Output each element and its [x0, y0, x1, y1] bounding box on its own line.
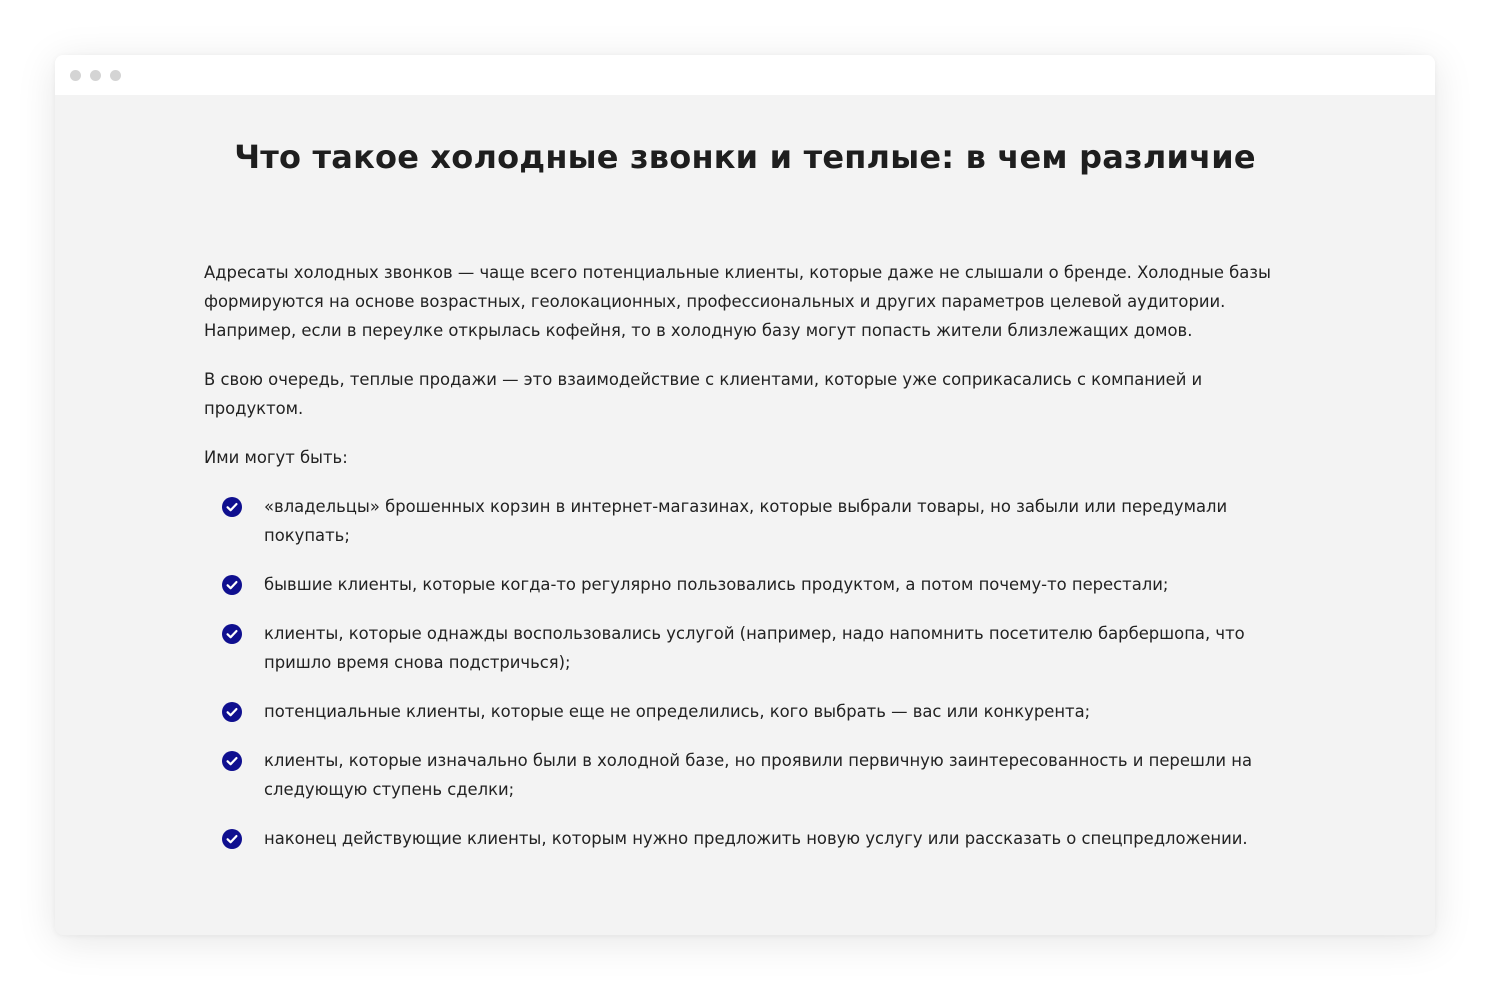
page-title: Что такое холодные звонки и теплые: в чем различие — [234, 138, 1256, 176]
check-circle-icon — [222, 829, 242, 849]
paragraph: Адресаты холодных звонков — чаще всего потенциальные клиенты, которые даже не слышали о бренде. Холодные базы формируются на основе возрастных, геолокационных, профессиональных и других параметров целевой аудитории. Например, если в переулке открылась кофейня, то в холодную базу могут попасть жители близлежащих домов. — [204, 263, 1271, 340]
paragraph: В свою очередь, теплые продажи — это взаимодействие с клиентами, которые уже соприкасались с компанией и продуктом. — [204, 370, 1203, 418]
check-circle-icon — [222, 702, 242, 722]
list-item — [204, 570, 1294, 599]
list-item — [204, 619, 1294, 677]
check-circle-icon — [222, 751, 242, 771]
browser-window — [55, 55, 1435, 935]
list-item-text: клиенты, которые однажды воспользовались услугой (например, надо напомнить посетителю барбершопа, что пришло время снова подстричься); — [264, 624, 1245, 672]
list-item-text: потенциальные клиенты, которые еще не определились, кого выбрать — вас или конкурента; — [264, 702, 1091, 721]
paragraph: Ими могут быть: — [204, 448, 348, 467]
check-circle-icon — [222, 575, 242, 595]
benefit-list — [204, 492, 1294, 853]
window-dot — [90, 70, 101, 81]
window-dot — [110, 70, 121, 81]
window-dot — [70, 70, 81, 81]
list-item-text: наконец действующие клиенты, которым нужно предложить новую услугу или рассказать о спецпредложении. — [264, 829, 1248, 848]
check-circle-icon — [222, 497, 242, 517]
list-item-text: «владельцы» брошенных корзин в интернет-магазинах, которые выбрали товары, но забыли или передумали покупать; — [264, 497, 1228, 545]
list-item — [204, 697, 1294, 726]
list-item-text: клиенты, которые изначально были в холодной базе, но проявили первичную заинтересованность и перешли на следующую ступень сделки; — [264, 751, 1252, 799]
list-item — [204, 492, 1294, 550]
list-item — [204, 824, 1294, 853]
article-body — [204, 258, 1294, 873]
window-titlebar — [55, 55, 1435, 95]
check-circle-icon — [222, 624, 242, 644]
list-item — [204, 746, 1294, 804]
list-item-text: бывшие клиенты, которые когда-то регулярно пользовались продуктом, а потом почему-то перестали; — [264, 575, 1169, 594]
